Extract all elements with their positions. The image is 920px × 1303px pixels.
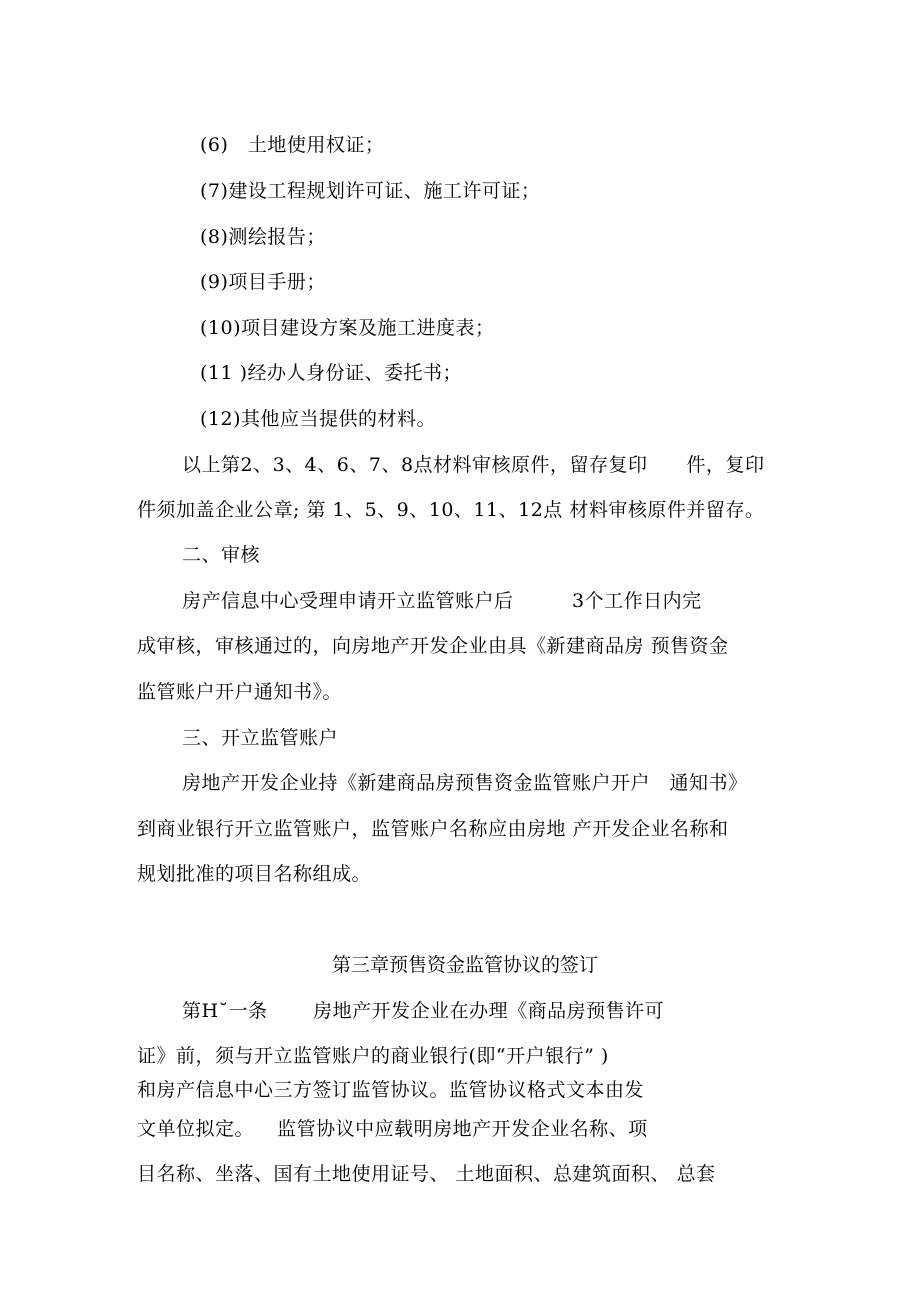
section-review-heading: 二、审核 <box>182 544 261 566</box>
account-paragraph-line-3: 规划批准的项目名称组成。 <box>137 863 372 885</box>
list-item-7: (7)建设工程规划许可证、施工许可证； <box>200 180 541 202</box>
section-account-heading: 三、开立监管账户 <box>182 727 339 749</box>
account-paragraph-line-1: 房地产开发企业持《新建商品房预售资金监管账户开户 通知书》 <box>182 772 748 794</box>
materials-paragraph-line-2: 件须加盖企业公章; 第 1、5、9、10、11、12点 材料审核原件并留存。 <box>137 499 765 521</box>
materials-paragraph-line-1: 以上第2、3、4、6、7、8点材料审核原件，留存复印 件，复印 <box>182 454 765 476</box>
chapter-title: 第三章预售资金监管协议的签订 <box>331 954 598 976</box>
review-paragraph-line-2: 成审核，审核通过的，向房地产开发企业由具《新建商品房 预售资金 <box>137 635 729 657</box>
list-item-11: (11 )经办人身份证、委托书； <box>200 362 463 384</box>
account-paragraph-line-2: 到商业银行开立监管账户，监管账户名称应由房地 产开发企业名称和 <box>137 818 729 840</box>
list-item-9: (9)项目手册； <box>200 271 326 293</box>
article-paragraph-line-2: 证》前，须与开立监管账户的商业银行(即“开户银行” ) <box>137 1045 609 1067</box>
list-item-6: (6) 土地使用权证； <box>200 134 385 156</box>
article-paragraph-line-3: 和房产信息中心三方签订监管协议。监管协议格式文本由发 <box>137 1079 645 1101</box>
review-paragraph-line-1: 房产信息中心受理申请开立监管账户后 3个工作日内完 <box>182 590 702 612</box>
list-item-10: (10)项目建设方案及施工进度表； <box>200 317 495 339</box>
article-paragraph-line-4: 文单位拟定。 监管协议中应载明房地产开发企业名称、项 <box>137 1118 648 1140</box>
list-item-8: (8)测绘报告； <box>200 226 326 248</box>
review-paragraph-line-3: 监管账户开户通知书》。 <box>137 681 343 703</box>
article-paragraph-line-1: 第H˘一条 房地产开发企业在办理《商品房预售许可 <box>182 1000 665 1022</box>
list-item-12: (12)其他应当提供的材料。 <box>200 408 437 430</box>
article-paragraph-line-5: 目名称、坐落、国有土地使用证号、 土地面积、总建筑面积、 总套 <box>137 1163 716 1185</box>
